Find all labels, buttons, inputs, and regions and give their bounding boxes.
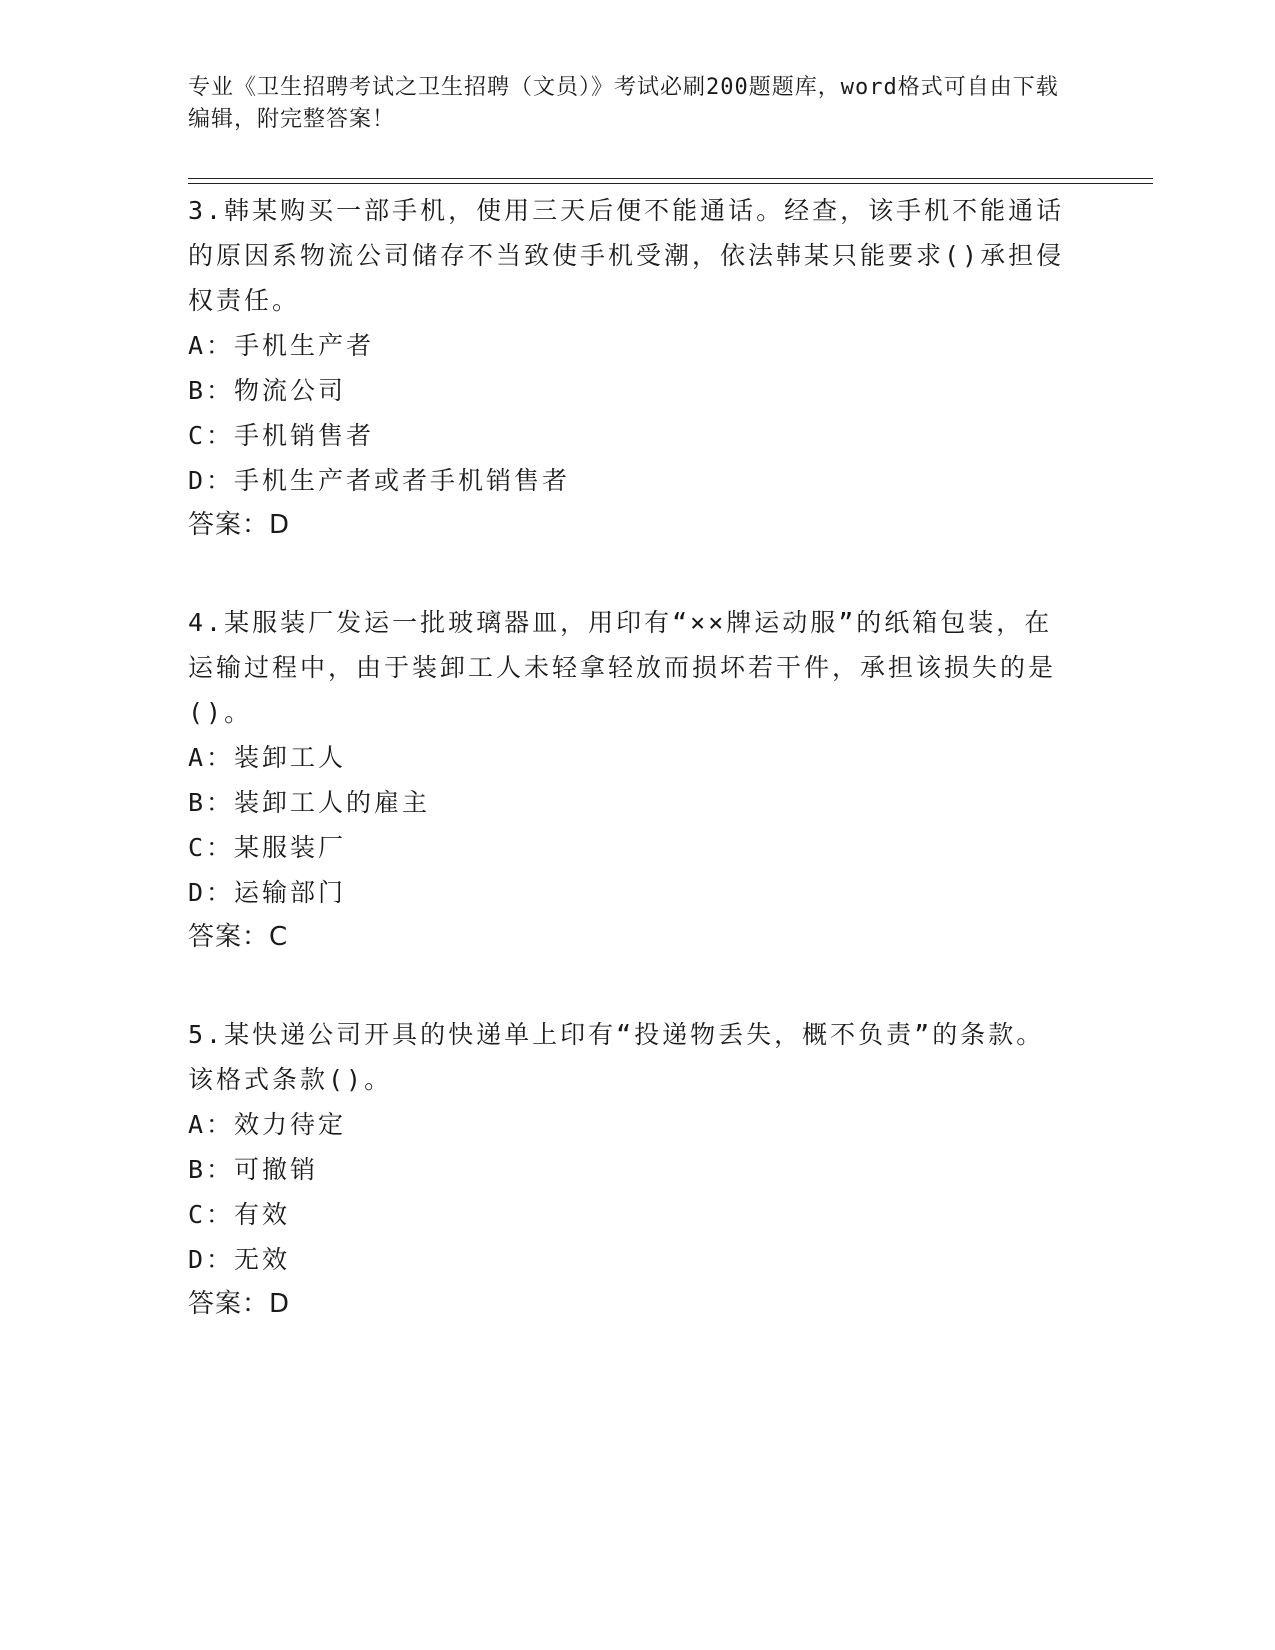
option-d: D：手机生产者或者手机销售者 bbox=[188, 466, 571, 495]
question-3 bbox=[188, 188, 1068, 548]
option-b: B：装卸工人的雇主 bbox=[188, 788, 431, 817]
question-stem: 5.某快递公司开具的快递单上印有“投递物丢失，概不负责”的条款。该格式条款()。 bbox=[188, 1020, 1045, 1094]
header-divider-top bbox=[188, 178, 1153, 179]
question-stem: 3.韩某购买一部手机，使用三天后便不能通话。经查，该手机不能通话的原因系物流公司储存不当致使手机受潮，依法韩某只能要求()承担侵权责任。 bbox=[188, 196, 1065, 315]
option-c: C：有效 bbox=[188, 1200, 291, 1229]
option-b: B：物流公司 bbox=[188, 376, 347, 405]
option-a: A：装卸工人 bbox=[188, 743, 347, 772]
option-d: D：无效 bbox=[188, 1245, 291, 1274]
question-5 bbox=[188, 1012, 1068, 1327]
option-c: C：某服装厂 bbox=[188, 833, 347, 862]
option-b: B：可撤销 bbox=[188, 1155, 319, 1184]
document-header: 专业《卫生招聘考试之卫生招聘（文员）》考试必刷200题题库，word格式可自由下载编辑，附完整答案！ bbox=[188, 75, 1059, 132]
answer-line: 答案：D bbox=[188, 1289, 291, 1319]
option-a: A：效力待定 bbox=[188, 1110, 347, 1139]
option-a: A：手机生产者 bbox=[188, 331, 375, 360]
header-divider-bottom bbox=[188, 183, 1153, 184]
answer-line: 答案：C bbox=[188, 922, 289, 952]
option-c: C：手机销售者 bbox=[188, 421, 375, 450]
answer-line: 答案：D bbox=[188, 510, 291, 540]
option-d: D：运输部门 bbox=[188, 878, 347, 907]
question-4 bbox=[188, 600, 1068, 960]
question-stem: 4.某服装厂发运一批玻璃器皿，用印有“××牌运动服”的纸箱包装，在运输过程中，由于装卸工人未轻拿轻放而损坏若干件，承担该损失的是()。 bbox=[188, 608, 1057, 727]
